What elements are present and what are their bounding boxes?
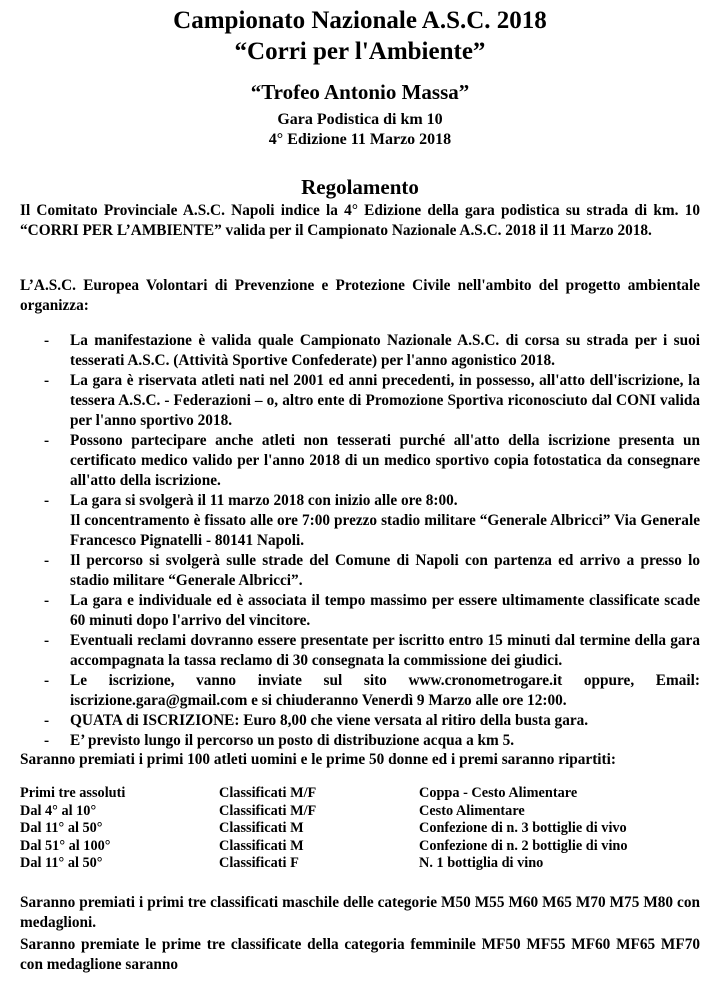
bullet-dash: - (44, 632, 50, 649)
list-item (20, 551, 700, 591)
table-row (20, 785, 700, 803)
prize-category: Classificati M/F (219, 802, 317, 819)
rule-text: La gara e individuale ed è associata il tempo massimo per essere ultimamente classificate scade 60 minuti dopo l'arrivo del vincitore. (70, 592, 700, 629)
list-item (20, 711, 700, 731)
bullet-dash: - (44, 492, 50, 509)
prize-category: Classificati M (219, 837, 304, 854)
rule-text: QUATA di ISCRIZIONE: Euro 8,00 che viene versata al ritiro della busta gara. (70, 712, 589, 729)
list-item (20, 591, 700, 631)
list-item (20, 331, 700, 371)
list-item (20, 671, 700, 711)
rule-text: La gara si svolgerà il 11 marzo 2018 con inizio alle ore 8:00. (70, 492, 458, 509)
table-row (20, 838, 700, 856)
list-item (20, 491, 700, 551)
prize-award: Confezione di n. 3 bottiglie di vivo (419, 820, 627, 836)
prize-rank: Dal 4° al 10° (20, 802, 97, 819)
table-row (20, 855, 700, 873)
document-title: Campionato Nazionale A.S.C. 2018 (173, 7, 547, 34)
trophy-name: “Trofeo Antonio Massa” (250, 80, 470, 104)
section-heading: Regolamento (301, 175, 419, 199)
rule-text: Le iscrizione, vanno inviate sul sito www.cronometrogare.it oppure, Email: iscrizione.gara@gmail.com e si chiuderanno Venerdì 9 Marzo alle ore 12:00. (70, 672, 700, 709)
table-row (20, 820, 700, 838)
prize-rank: Dal 11° al 50° (20, 855, 103, 871)
race-distance: Gara Podistica di km 10 (277, 111, 443, 128)
rule-text-continued: Il concentramento è fissato alle ore 7:00 prezzo stadio militare “Generale Albricci” Via Generale Francesco Pignatelli - 80141 Napoli. (70, 512, 700, 549)
bullet-dash: - (44, 732, 50, 749)
prize-category: Classificati F (219, 855, 299, 871)
prize-rank: Dal 51° al 100° (20, 837, 111, 854)
prize-rank: Primi tre assoluti (20, 785, 126, 801)
prize-award: N. 1 bottiglia di vino (419, 855, 544, 871)
rule-text: Eventuali reclami dovranno essere presentate per iscritto entro 15 minuti dal termine della gara accompagnata la tassa reclamo di 30 consegnata la commissione dei giudici. (70, 632, 700, 669)
male-category-prizes: Saranno premiati i primi tre classificati maschile delle categorie M50 M55 M60 M65 M70 M75 M80 con medaglioni. (20, 894, 700, 931)
rule-text: Possono partecipare anche atleti non tesserati purché all'atto della iscrizione presenta un certificato medico valido per l'anno 2018 di un medico sportivo copia fotostatica da consegnare all'atto della iscrizione. (70, 432, 700, 489)
rule-text: La gara è riservata atleti nati nel 2001 ed anni precedenti, in possesso, all'atto dell'iscrizione, la tessera A.S.C. - Federazioni – o, altro ente di Promozione Sportiva riconosciuto dal CONI valida per l'anno sportivo 2018. (70, 372, 700, 429)
list-item (20, 631, 700, 671)
bullet-dash: - (44, 332, 50, 349)
list-item (20, 731, 700, 751)
rule-text: E’ previsto lungo il percorso un posto di distribuzione acqua a km 5. (70, 732, 515, 749)
bullet-dash: - (44, 372, 50, 389)
edition-date: 4° Edizione 11 Marzo 2018 (268, 131, 452, 148)
prize-award: Confezione di n. 2 bottiglie di vino (419, 837, 628, 854)
organizer-paragraph: L’A.S.C. Europea Volontari di Prevenzione e Protezione Civile nell'ambito del progetto ambientale organizza: (20, 277, 700, 314)
table-row (20, 803, 700, 821)
event-name: “Corri per l'Ambiente” (234, 38, 486, 65)
bullet-dash: - (44, 712, 50, 729)
prize-category: Classificati M/F (219, 785, 317, 801)
bullet-dash: - (44, 432, 50, 449)
prizes-intro: Saranno premiati i primi 100 atleti uomini e le prime 50 donne ed i premi saranno ripartiti: (20, 751, 616, 768)
prize-category: Classificati M (219, 820, 304, 836)
list-item (20, 371, 700, 431)
intro-paragraph: Il Comitato Provinciale A.S.C. Napoli indice la 4° Edizione della gara podistica su strada di km. 10 “CORRI PER L’AMBIENTE” valida per il Campionato Nazionale A.S.C. 2018 il 11 Marzo 2018. (20, 202, 700, 239)
bullet-dash: - (44, 592, 50, 609)
bullet-dash: - (44, 672, 50, 689)
rule-text: Il percorso si svolgerà sulle strade del Comune di Napoli con partenza ed arrivo a presso lo stadio militare “Generale Albricci”. (70, 552, 700, 589)
female-category-prizes: Saranno premiate le prime tre classificate della categoria femminile MF50 MF55 MF60 MF65 MF70 con medaglione saranno (20, 936, 700, 973)
prize-rank: Dal 11° al 50° (20, 820, 103, 836)
rules-list (20, 331, 700, 751)
prize-award: Coppa - Cesto Alimentare (419, 785, 578, 801)
rule-text: La manifestazione è valida quale Campionato Nazionale A.S.C. di corsa su strada per i suoi tesserati A.S.C. (Attività Sportive Confederate) per l'anno agonistico 2018. (70, 332, 700, 369)
bullet-dash: - (44, 552, 50, 569)
list-item (20, 431, 700, 491)
prize-award: Cesto Alimentare (419, 802, 525, 819)
prizes-table (20, 785, 700, 873)
